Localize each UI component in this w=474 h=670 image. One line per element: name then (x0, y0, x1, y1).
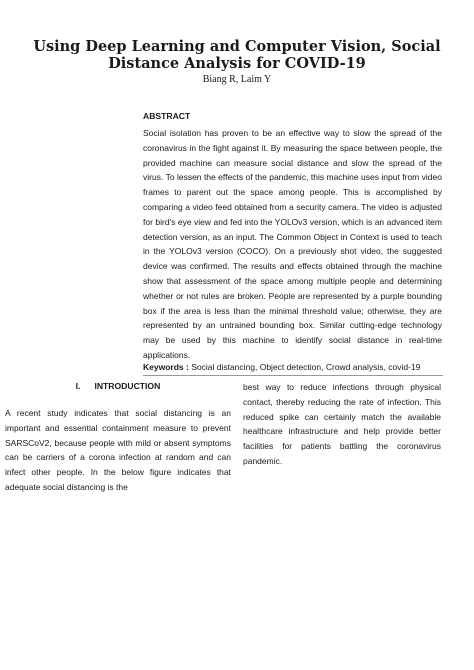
paper-authors: Biang R, Laim Y (202, 74, 272, 85)
paper-title: Using Deep Learning and Computer Vision, Social Distance Analysis for COVID-19 (33, 38, 441, 72)
abstract-heading: ABSTRACT (143, 111, 191, 121)
keywords-line (143, 361, 453, 373)
abstract-body: Social isolation has proven to be an effective way to slow the spread of the coronavirus in the fight against it. By measuring the space between people, the provided machine can measure social distance and slow the spread of the virus. To lessen the effects of the pandemic, this machine uses input from video frames to parent out the space among people. This is accomplished by comparing a video feed obtained from a security camera. The video is adjusted for bird's eye view and fed into the YOLOv3 version, which is an advanced item detection version, as an input. The Common Object in Context is used to teach in the YOLOv3 version (COCO). On a previously shot video, the suggested device was confirmed. The results and effects obtained through the machine show that assessment of the space among multiple people and determining whether or not rules are broken. People are represented by a purple bounding box if the area is less than the minimal threshold value; otherwise, they are represented by an untrained bounding box. Similar cutting-edge technology may be used by this machine to identify social distance in real-time applications. (143, 128, 442, 360)
intro-right-text: best way to reduce infections through physical contact, thereby reducing the rate of infection. This reduced spike can certainly match the available healthcare infrastructure and help provide better facilities for patients battling the coronavirus pandemic. (243, 382, 441, 466)
left-column (5, 380, 231, 495)
keywords-text: Social distancing, Object detection, Crowd analysis, covid-19 (191, 362, 421, 372)
section-title: INTRODUCTION (94, 381, 161, 391)
keywords-divider (143, 375, 443, 376)
intro-left-text: A recent study indicates that social distancing is an important and essential containment measure to prevent SARSCoV2, because people with mild or absent symptoms can be carriers of a corona infection at random and can infect other people. In the below figure indicates that adequate social distancing is the (5, 408, 231, 492)
keywords-label: Keywords : (143, 362, 189, 372)
section-number: I. (75, 381, 81, 391)
right-column (243, 380, 441, 469)
section-heading (5, 380, 231, 392)
